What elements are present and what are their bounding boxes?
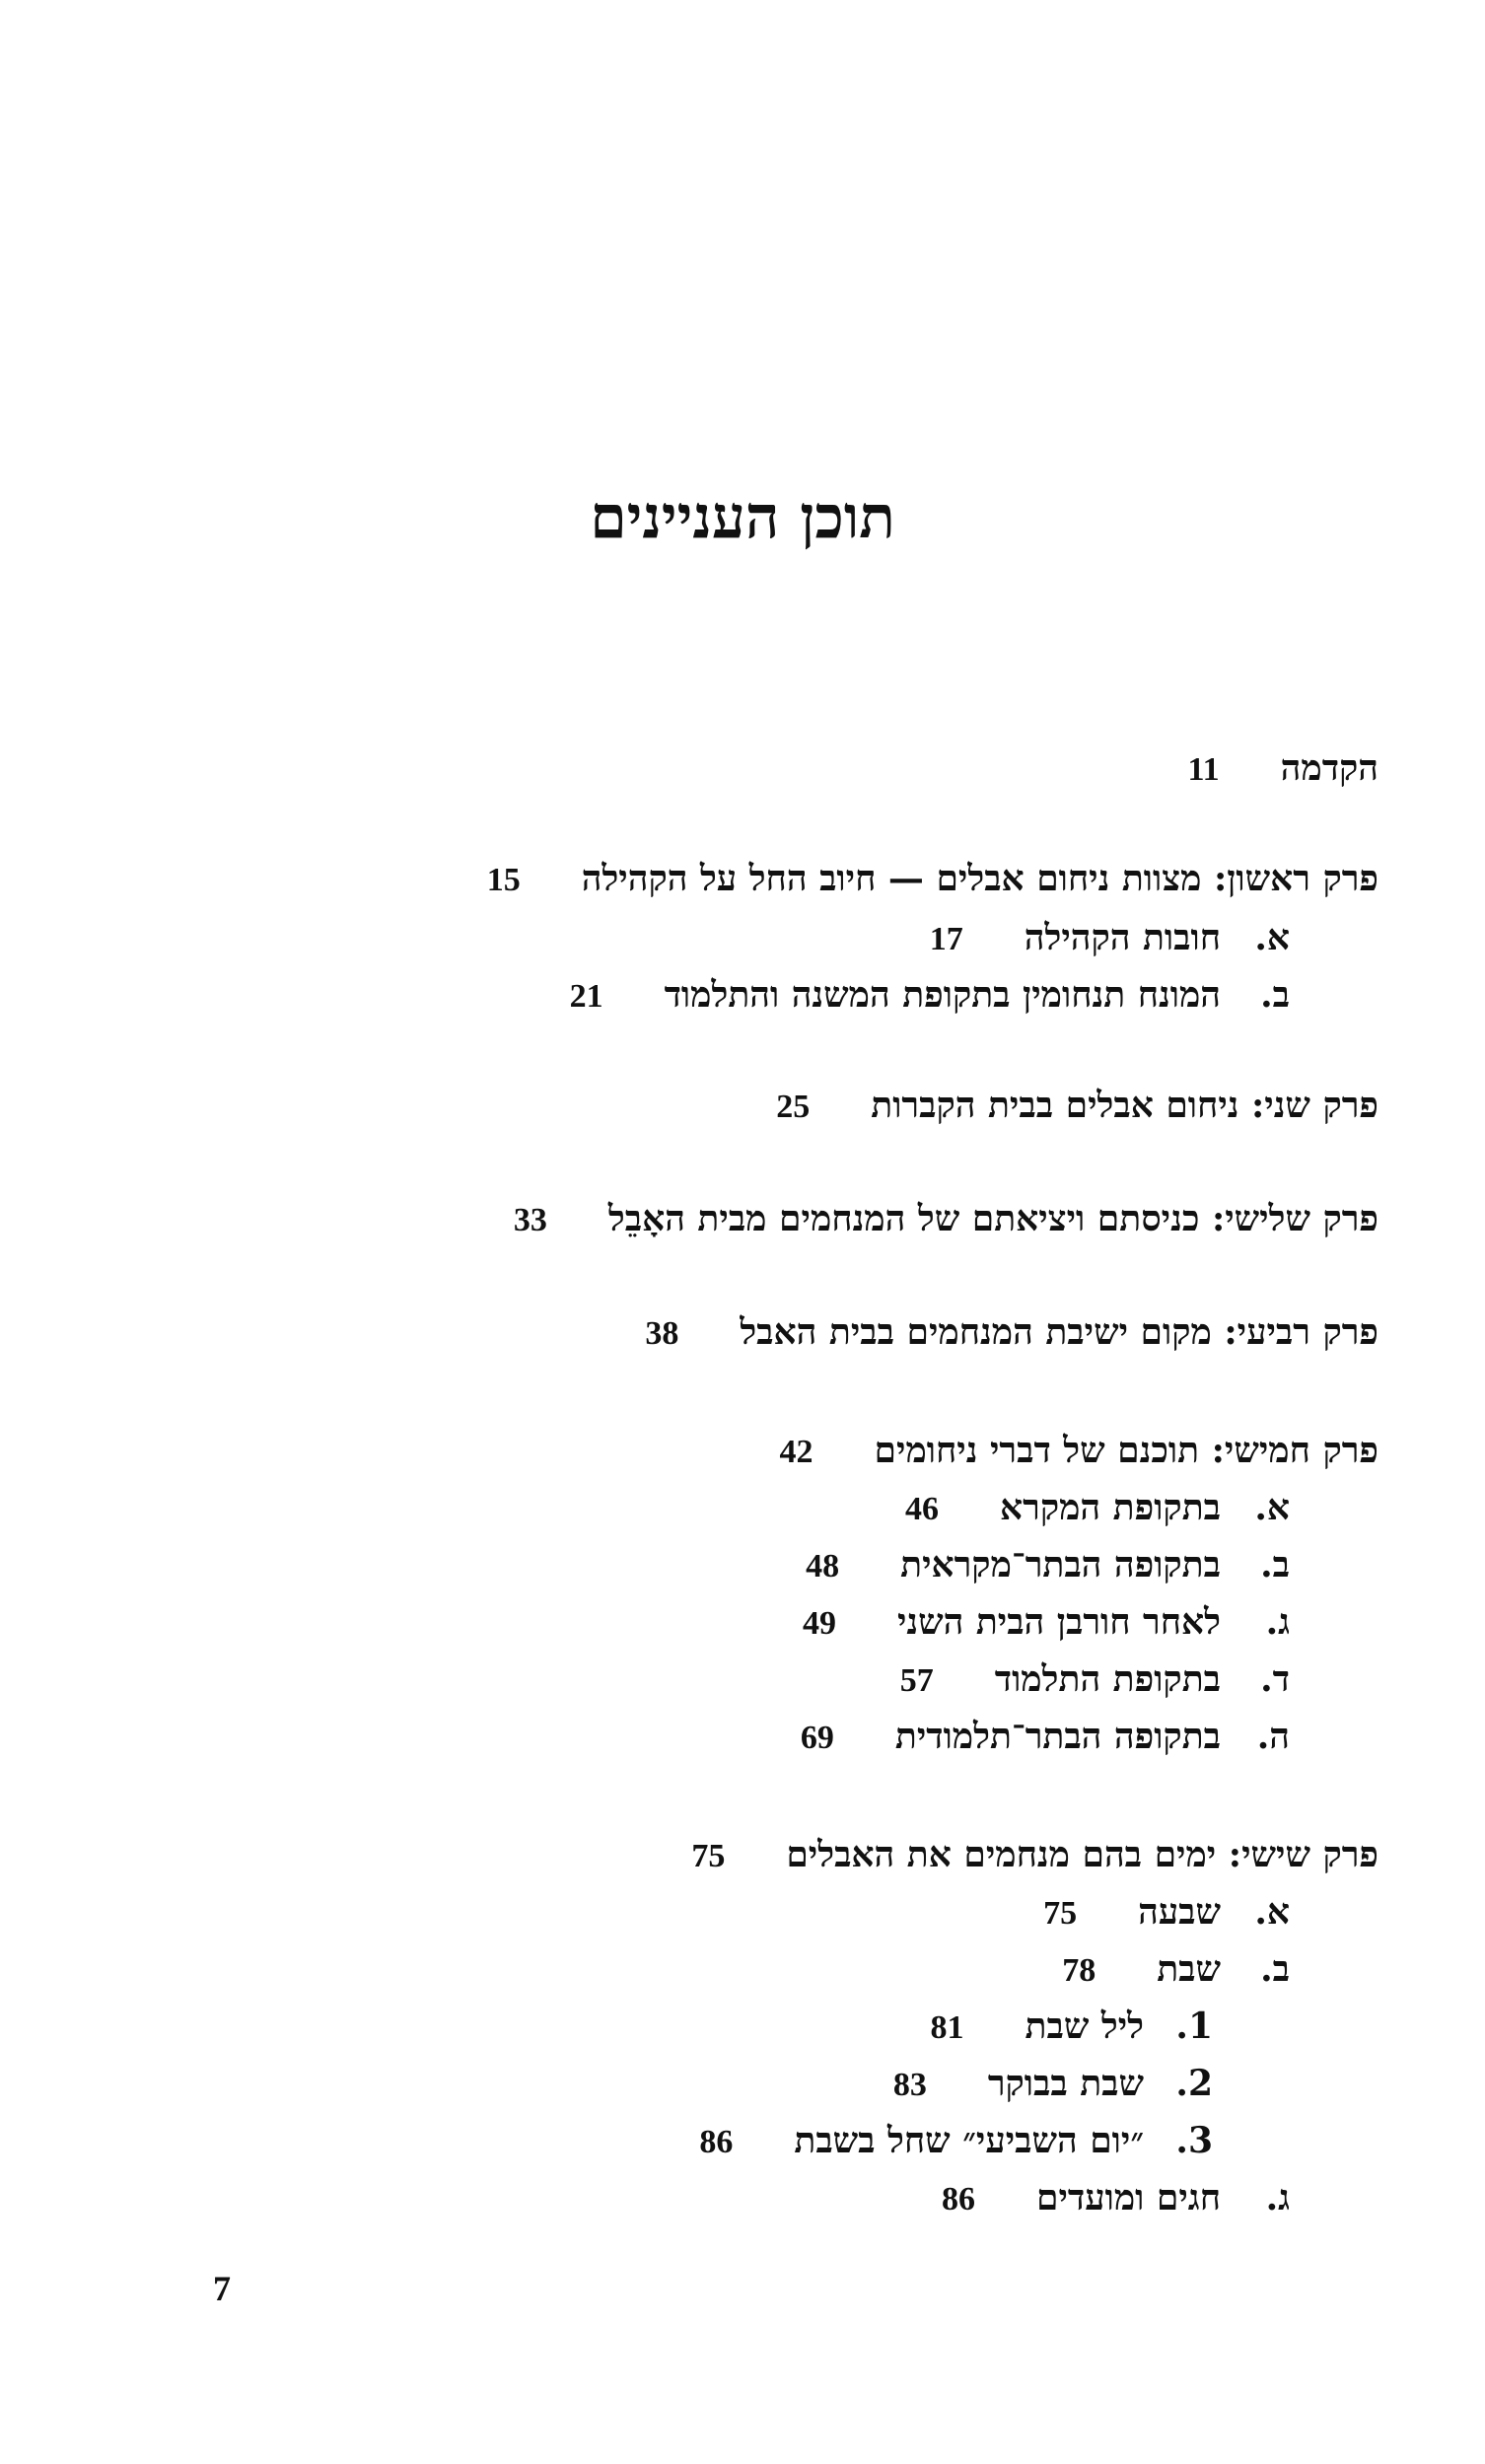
toc-entry-text: ליל שבת: [1025, 2006, 1144, 2047]
toc-entry: [1043, 1891, 1290, 1933]
page-title: תוכן העניינים: [590, 483, 895, 552]
toc-entry-letter: 1.: [1175, 2006, 1213, 2047]
toc-entry-page: 48: [806, 1548, 840, 1584]
toc-entry: [801, 1716, 1290, 1757]
toc-entry-text: פרק שני: ניחום אבלים בבית הקברות: [871, 1085, 1379, 1126]
toc-entry-text: המונח תנחומין בתקופת המשנה והתלמוד: [664, 974, 1221, 1016]
toc-entry-text: פרק ראשון: מצוות ניחום אבלים — חיוב החל על הקהילה: [581, 858, 1379, 899]
toc-entry-text: חובות הקהילה: [1024, 917, 1221, 958]
toc-entry-page: 25: [776, 1089, 811, 1125]
toc-entry: [803, 1601, 1290, 1643]
toc-entry-text: שבת בבוקר: [987, 2063, 1144, 2104]
toc-entry-text: בתקופה הבתר־מקראית: [900, 1544, 1221, 1585]
toc-entry: [931, 2006, 1213, 2047]
toc-entry: [893, 2063, 1213, 2104]
toc-entry-page: 42: [779, 1434, 813, 1470]
toc-entry-text: פרק חמישי: תוכנם של דברי ניחומים: [874, 1430, 1379, 1471]
toc-entry-page: 15: [486, 862, 521, 898]
toc-entry-text: שבת: [1157, 1948, 1221, 1990]
toc-entry-letter: א.: [1254, 917, 1290, 958]
toc-entry-letter: ג.: [1265, 2177, 1290, 2218]
toc-entry-text: שבעה: [1138, 1891, 1221, 1933]
toc-entry-letter: ג.: [1265, 1601, 1290, 1643]
toc-entry-letter: 2.: [1175, 2063, 1213, 2104]
toc-entry: [487, 858, 1379, 899]
toc-entry: [691, 1834, 1379, 1875]
toc-entry-letter: א.: [1254, 1487, 1290, 1528]
toc-entry-letter: ד.: [1260, 1658, 1290, 1700]
toc-entry-page: 57: [899, 1662, 934, 1699]
toc-entry-text: בתקופה הבתר־תלמודית: [894, 1716, 1221, 1757]
toc-entry: [645, 1311, 1379, 1353]
toc-entry: [776, 1085, 1379, 1126]
toc-entry-page: 86: [942, 2181, 976, 2218]
toc-entry-page: 78: [1062, 1952, 1096, 1989]
toc-entry-page: 46: [905, 1491, 940, 1527]
toc-entry-page: 21: [569, 978, 603, 1015]
toc-entry: [806, 1544, 1290, 1585]
toc-entry-page: 83: [892, 2067, 927, 2103]
toc-entry-text: בתקופת התלמוד: [994, 1658, 1221, 1700]
toc-entry-page: 17: [929, 921, 963, 957]
toc-entry-text: פרק רביעי: מקום ישיבת המנחמים בבית האבל: [740, 1311, 1379, 1353]
toc-entry-page: 75: [1043, 1895, 1078, 1932]
toc-entry-text: חגים ומועדים: [1036, 2177, 1221, 2218]
toc-entry-letter: ה.: [1256, 1716, 1290, 1757]
toc-entry-page: 38: [645, 1315, 679, 1352]
toc-entry-text: הקדמה: [1280, 747, 1379, 789]
toc-entry: [780, 1430, 1379, 1471]
toc-entry-text: ״יום השביעי״ שחל בשבת: [794, 2120, 1144, 2161]
toc-entry-text: בתקופת המקרא: [1000, 1487, 1221, 1528]
toc-entry-letter: א.: [1254, 1891, 1290, 1933]
toc-entry: [570, 974, 1290, 1016]
toc-entry-page: 33: [513, 1202, 547, 1238]
toc-entry-text: לאחר חורבן הבית השני: [896, 1601, 1221, 1643]
toc-entry: [905, 1487, 1290, 1528]
toc-entry: [699, 2120, 1213, 2161]
toc-entry-page: 86: [699, 2124, 734, 2160]
toc-entry-letter: ב.: [1260, 974, 1290, 1016]
toc-entry-page: 49: [802, 1605, 836, 1642]
toc-entry-text: פרק שישי: ימים בהם מנחמים את האבלים: [786, 1834, 1379, 1875]
page-number: 7: [213, 2269, 231, 2308]
toc-entry: [1062, 1948, 1290, 1990]
toc-entry-text: פרק שלישי: כניסתם ויציאתם של המנחמים מבית האָבֵל: [607, 1198, 1379, 1239]
toc-entry-page: 75: [691, 1838, 726, 1874]
toc-entry-letter: 3.: [1175, 2120, 1213, 2161]
toc-entry-letter: ב.: [1260, 1544, 1290, 1585]
toc-entry-page: 11: [1187, 751, 1220, 788]
toc-entry: [942, 2177, 1290, 2218]
toc-entry-page: 69: [800, 1720, 834, 1756]
toc-entry: [514, 1198, 1379, 1239]
toc-entry: [930, 917, 1290, 958]
toc-entry-letter: ב.: [1260, 1948, 1290, 1990]
toc-entry: [1188, 747, 1379, 789]
toc-entry: [900, 1658, 1290, 1700]
toc-entry-page: 81: [930, 2009, 964, 2046]
